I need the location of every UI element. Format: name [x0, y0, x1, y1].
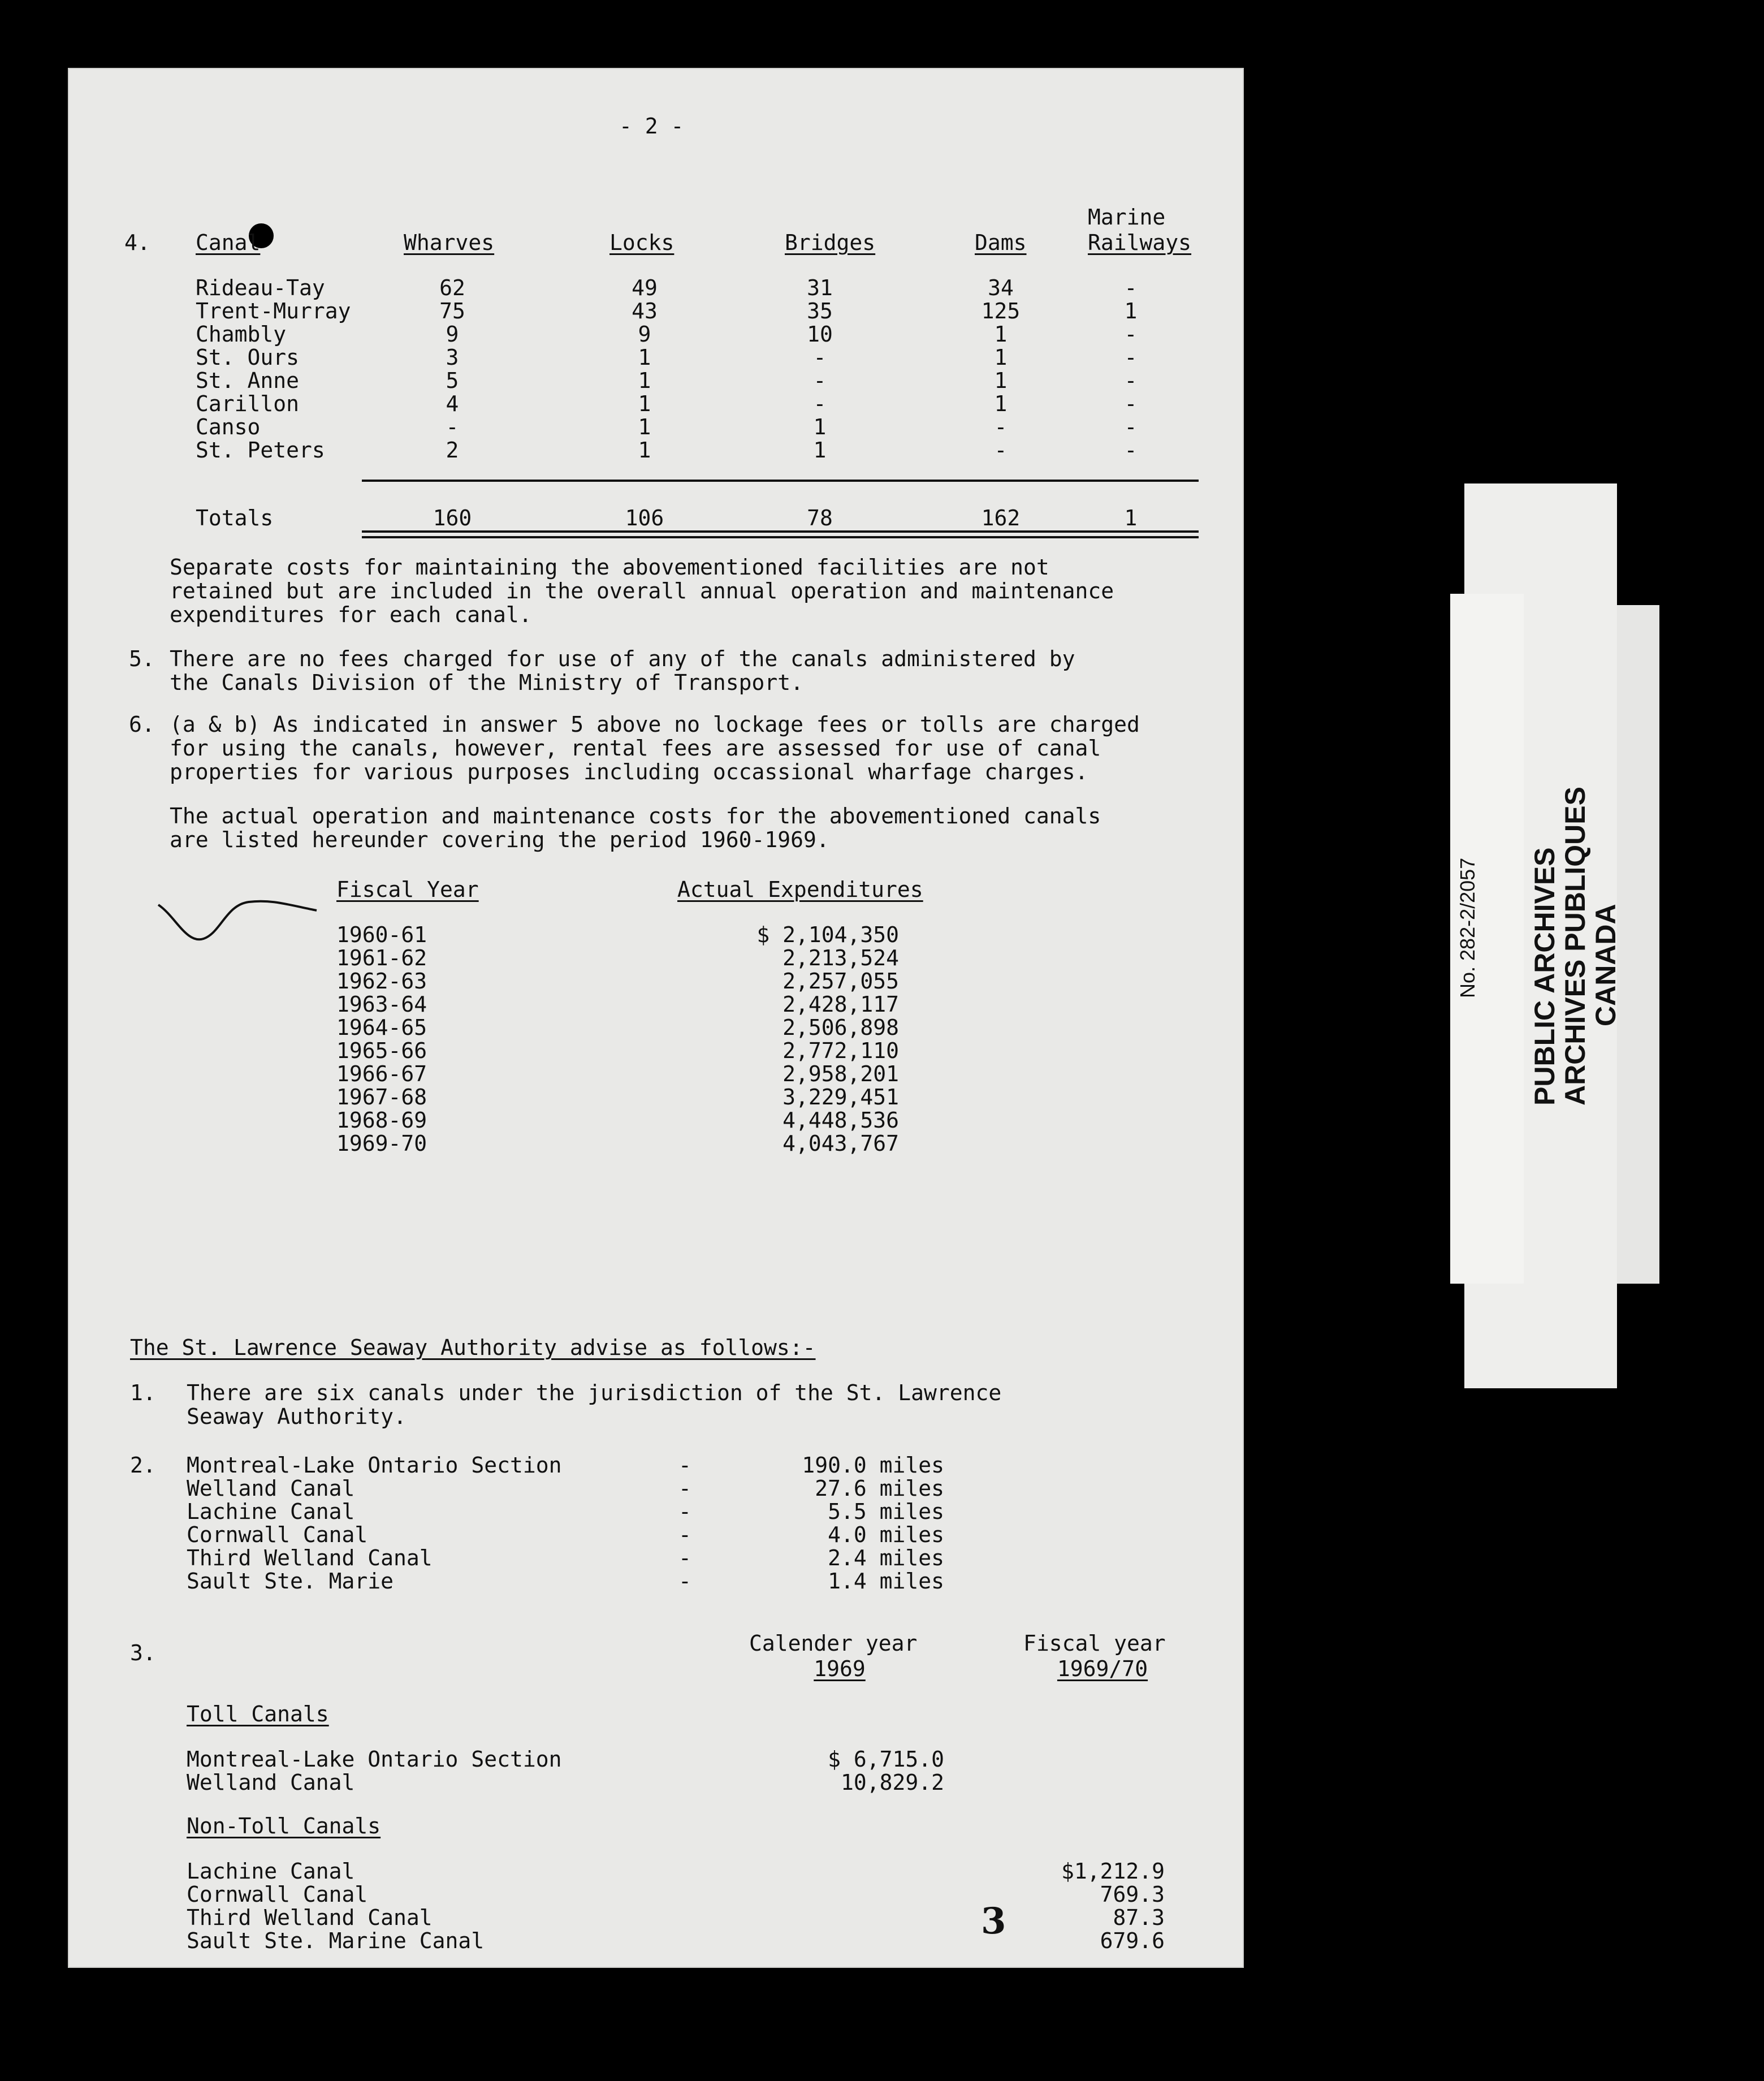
expenditure-cell: $ 2,104,350 [756, 922, 899, 947]
header-fiscal-year: Fiscal Year [336, 877, 479, 902]
miles-cell: 190.0 miles [802, 1453, 944, 1478]
canal-name: Chambly [196, 322, 287, 347]
section-6-text [170, 713, 1140, 784]
toll-canal-value: 10,829.2 [840, 1770, 944, 1795]
locks-cell: 1 [638, 345, 651, 370]
expenditure-cell: 2,958,201 [782, 1061, 899, 1086]
section-5-text [170, 647, 1075, 694]
stamp-line-3: CANADA [1590, 904, 1622, 1026]
marine-cell: 1 [1124, 299, 1138, 323]
seaway-item-3-number: 3. [130, 1640, 156, 1665]
seaway-item-2-number: 2. [130, 1453, 156, 1478]
seaway-canal-name: Sault Ste. Marie [187, 1569, 394, 1594]
toll-canal-value: $ 6,715.0 [828, 1747, 944, 1772]
totals-wharves: 160 [433, 506, 472, 530]
check-mark-icon [153, 882, 322, 950]
locks-cell: 49 [632, 275, 658, 300]
section-6-number: 6. [129, 712, 155, 737]
locks-cell: 43 [632, 299, 658, 323]
non-toll-canals-heading: Non-Toll Canals [187, 1814, 381, 1838]
totals-rule-bottom-2 [362, 536, 1199, 538]
totals-dams: 162 [981, 506, 1021, 530]
canal-name: St. Ours [196, 345, 300, 370]
expenditure-cell: 2,506,898 [782, 1015, 899, 1040]
non-toll-canal-name: Lachine Canal [187, 1859, 355, 1884]
canal-name: St. Anne [196, 368, 300, 393]
expenditure-cell: 2,213,524 [782, 945, 899, 970]
dams-cell: 125 [981, 299, 1021, 323]
dams-cell: 1 [994, 368, 1008, 393]
marine-cell: - [1124, 438, 1138, 463]
seaway-dash-column [678, 1453, 691, 1592]
canal-names-column [196, 276, 382, 461]
miles-cell: 1.4 miles [828, 1569, 944, 1594]
non-toll-canal-name: Third Welland Canal [187, 1905, 433, 1930]
non-toll-canal-names [187, 1859, 484, 1952]
locks-cell: 9 [638, 322, 651, 347]
marine-column [1108, 276, 1153, 461]
archive-reference: No. 282-2/2057 [1456, 857, 1479, 998]
canal-name: St. Peters [196, 438, 325, 463]
fiscal-year-cell: 1961-62 [336, 945, 427, 970]
wharves-cell: 75 [439, 299, 465, 323]
wharves-cell: 2 [446, 438, 459, 463]
totals-marine: 1 [1124, 506, 1138, 530]
bridges-cell: 31 [807, 275, 833, 300]
section-6-line: (a & b) As indicated in answer 5 above no lockage fees or tolls are charged [170, 712, 1140, 737]
locks-cell: 1 [638, 391, 651, 416]
section-6-intro [170, 804, 1101, 852]
stamp-line-1: PUBLIC ARCHIVES [1529, 847, 1560, 1106]
non-toll-canal-value: 769.3 [1100, 1882, 1165, 1907]
non-toll-canal-value: $1,212.9 [1061, 1859, 1165, 1884]
dams-column [967, 276, 1035, 461]
expenditure-cell: 2,772,110 [782, 1038, 899, 1063]
totals-label: Totals [196, 506, 274, 530]
section-6-line: for using the canals, however, rental fees are assessed for use of canal [170, 736, 1101, 761]
fiscal-year-cell: 1960-61 [336, 922, 427, 947]
seaway-heading: The St. Lawrence Seaway Authority advise as follows:- [130, 1335, 816, 1360]
col-fiscal-year: Fiscal year [1023, 1631, 1166, 1656]
fiscal-year-cell: 1962-63 [336, 969, 427, 994]
non-toll-canal-name: Cornwall Canal [187, 1882, 368, 1907]
bridges-column [792, 276, 848, 461]
wharves-cell: 3 [446, 345, 459, 370]
section-5-line: the Canals Division of the Ministry of Transport. [170, 670, 804, 695]
bridges-cell: - [813, 368, 827, 393]
locks-cell: 1 [638, 368, 651, 393]
dash: - [678, 1522, 691, 1547]
seaway-canal-names [187, 1453, 561, 1592]
canal-name: Carillon [196, 391, 300, 416]
wharves-cell: 5 [446, 368, 459, 393]
col-calendar-year: Calender year [749, 1631, 918, 1656]
totals-rule-bottom-1 [362, 530, 1199, 533]
marine-cell: - [1124, 322, 1138, 347]
seaway-canal-name: Cornwall Canal [187, 1522, 368, 1547]
miles-cell: 2.4 miles [828, 1545, 944, 1570]
document-page [68, 68, 1244, 1968]
miles-cell: 4.0 miles [828, 1522, 944, 1547]
dams-cell: - [994, 438, 1008, 463]
header-wharves: Wharves [404, 230, 495, 255]
section-5-number: 5. [129, 646, 155, 671]
toll-canal-name: Montreal-Lake Ontario Section [187, 1747, 562, 1772]
note-line: expenditures for each canal. [170, 602, 532, 627]
seaway-item-1-text [187, 1381, 1001, 1428]
canal-name: Rideau-Tay [196, 275, 325, 300]
bridges-cell: 1 [813, 415, 827, 439]
seaway-canal-name: Welland Canal [187, 1476, 355, 1501]
seaway-miles-column [712, 1453, 944, 1592]
canal-name: Trent-Murray [196, 299, 351, 323]
marine-cell: - [1124, 275, 1138, 300]
marine-cell: - [1124, 415, 1138, 439]
seaway-item-1-number: 1. [130, 1380, 156, 1405]
bridges-cell: 10 [807, 322, 833, 347]
archive-stamp [1529, 787, 1621, 1106]
section-5-line: There are no fees charged for use of any of the canals administered by [170, 646, 1075, 671]
wharves-column [424, 276, 481, 461]
fiscal-year-cell: 1965-66 [336, 1038, 427, 1063]
seaway-canal-name: Lachine Canal [187, 1499, 355, 1524]
wharves-cell: - [446, 415, 459, 439]
wharves-cell: 62 [439, 275, 465, 300]
wharves-cell: 4 [446, 391, 459, 416]
totals-bridges: 78 [807, 506, 833, 530]
section-6-line: properties for various purposes including occassional wharfage charges. [170, 759, 1088, 784]
dams-cell: 34 [988, 275, 1014, 300]
intro-line: are listed hereunder covering the period 1960-1969. [170, 827, 829, 852]
totals-locks: 106 [625, 506, 664, 530]
seaway-canal-name: Third Welland Canal [187, 1545, 433, 1570]
expenditures-column [673, 923, 899, 1155]
fiscal-year-cell: 1966-67 [336, 1061, 427, 1086]
dash: - [678, 1453, 691, 1478]
dams-cell: 1 [994, 345, 1008, 370]
col-calendar-1969: 1969 [814, 1656, 866, 1681]
locks-column [616, 276, 673, 461]
toll-canal-names [187, 1747, 561, 1794]
seaway-canal-name: Montreal-Lake Ontario Section [187, 1453, 562, 1478]
bridges-cell: - [813, 345, 827, 370]
toll-canal-values [741, 1747, 944, 1794]
dams-cell: - [994, 415, 1008, 439]
bridges-cell: - [813, 391, 827, 416]
canal-name: Canso [196, 415, 261, 439]
marine-cell: - [1124, 368, 1138, 393]
page-number: - 2 - [619, 114, 684, 139]
expenditure-cell: 4,448,536 [782, 1108, 899, 1133]
fiscal-year-cell: 1964-65 [336, 1015, 427, 1040]
header-canal: Canal [196, 230, 261, 255]
bridges-cell: 1 [813, 438, 827, 463]
locks-cell: 1 [638, 415, 651, 439]
expenditure-cell: 2,428,117 [782, 992, 899, 1017]
fiscal-year-column [336, 923, 427, 1155]
dash: - [678, 1499, 691, 1524]
dash: - [678, 1569, 691, 1594]
section-4-note [170, 555, 1114, 627]
fiscal-year-cell: 1967-68 [336, 1085, 427, 1109]
marine-cell: - [1124, 391, 1138, 416]
totals-rule-top [362, 480, 1199, 482]
dams-cell: 1 [994, 322, 1008, 347]
seaway-item-1-line: Seaway Authority. [187, 1404, 407, 1429]
non-toll-canal-value: 87.3 [1113, 1905, 1165, 1930]
locks-cell: 1 [638, 438, 651, 463]
dash: - [678, 1545, 691, 1570]
dash: - [678, 1476, 691, 1501]
wharves-cell: 9 [446, 322, 459, 347]
header-dams: Dams [975, 230, 1027, 255]
toll-canals-heading: Toll Canals [187, 1702, 329, 1726]
note-line: Separate costs for maintaining the abovementioned facilities are not [170, 555, 1049, 580]
miles-cell: 27.6 miles [815, 1476, 944, 1501]
header-marine: Marine [1088, 205, 1166, 230]
header-locks: Locks [609, 230, 675, 255]
note-line: retained but are included in the overall annual operation and maintenance [170, 578, 1114, 603]
intro-line: The actual operation and maintenance costs for the abovementioned canals [170, 804, 1101, 828]
section-4-number: 4. [124, 230, 150, 255]
header-actual-expenditures: Actual Expenditures [677, 877, 923, 902]
expenditure-cell: 3,229,451 [782, 1085, 899, 1109]
non-toll-canal-value: 679.6 [1100, 1928, 1165, 1953]
bridges-cell: 35 [807, 299, 833, 323]
expenditure-cell: 2,257,055 [782, 969, 899, 994]
seaway-item-1-line: There are six canals under the jurisdiction of the St. Lawrence [187, 1380, 1002, 1405]
fiscal-year-cell: 1969-70 [336, 1131, 427, 1156]
archive-slip-edge [1617, 605, 1659, 1284]
stamp-line-2: ARCHIVES PUBLIQUES [1559, 787, 1591, 1106]
fiscal-year-cell: 1963-64 [336, 992, 427, 1017]
miles-cell: 5.5 miles [828, 1499, 944, 1524]
col-fiscal-1969-70: 1969/70 [1057, 1656, 1148, 1681]
header-bridges: Bridges [785, 230, 876, 255]
non-toll-canal-name: Sault Ste. Marine Canal [187, 1928, 485, 1953]
toll-canal-name: Welland Canal [187, 1770, 355, 1795]
fiscal-year-cell: 1968-69 [336, 1108, 427, 1133]
expenditure-cell: 4,043,767 [782, 1131, 899, 1156]
header-railways: Railways [1088, 230, 1192, 255]
stamped-page-number: 3 [981, 1900, 1006, 1942]
dams-cell: 1 [994, 391, 1008, 416]
marine-cell: - [1124, 345, 1138, 370]
